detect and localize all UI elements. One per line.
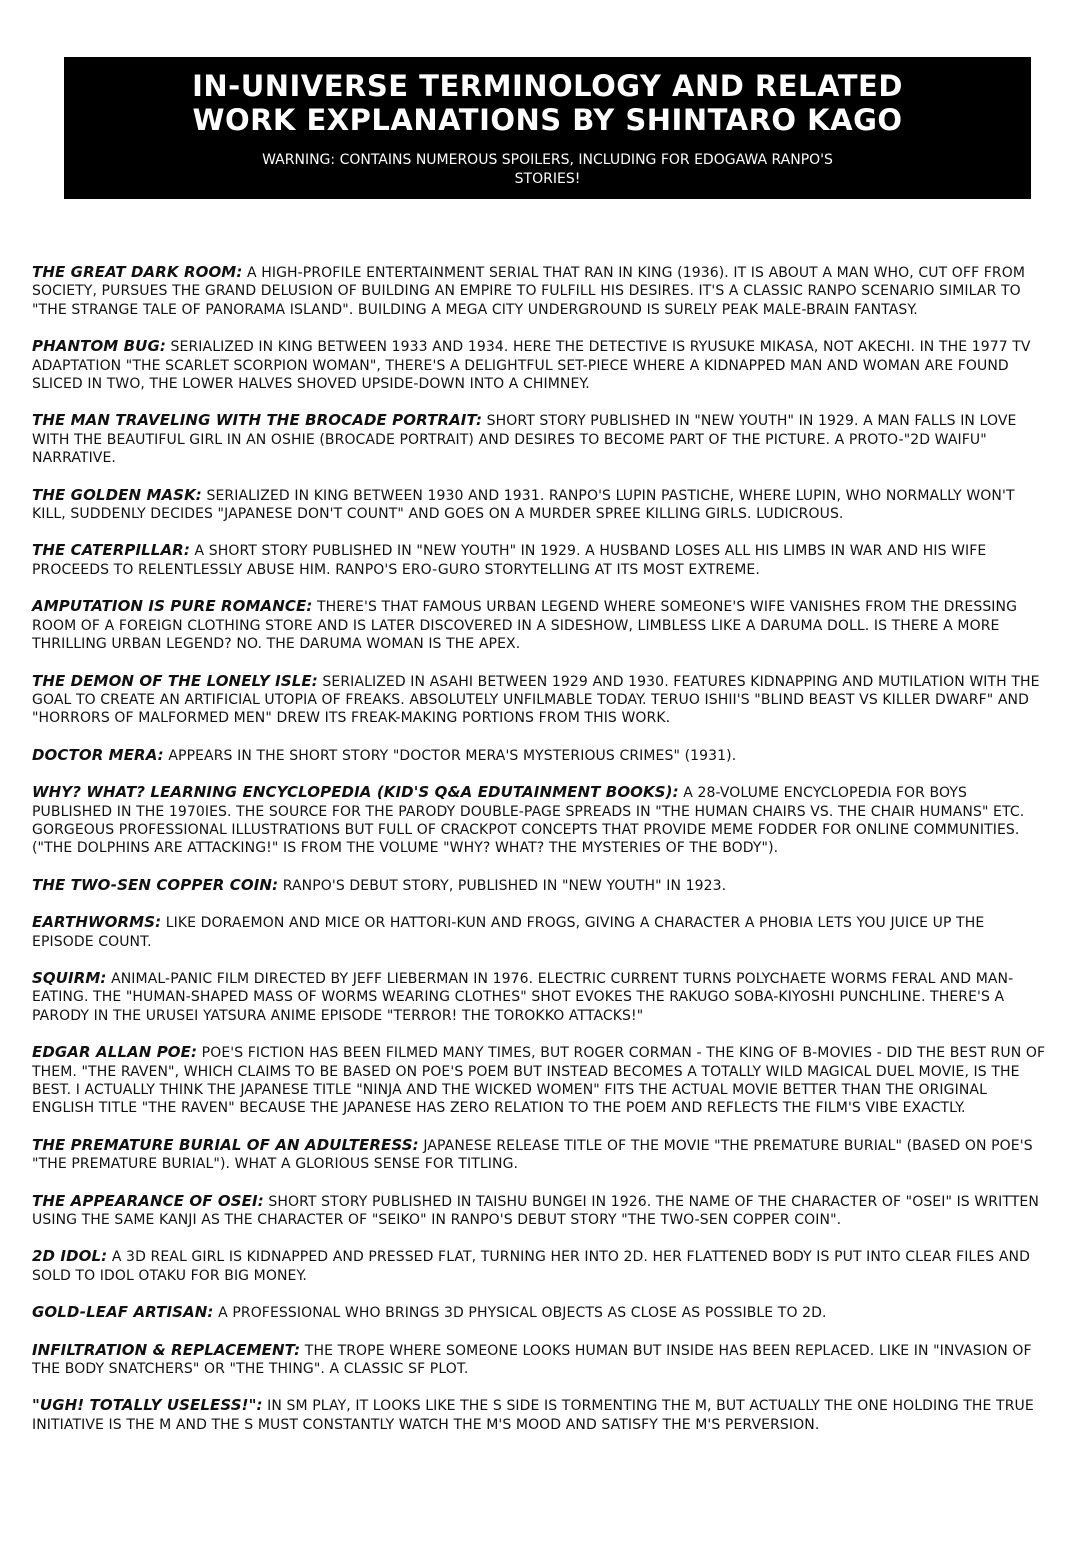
title-line-2: WORK EXPLANATIONS BY SHINTARO KAGO xyxy=(192,103,903,137)
entry-term: "UGH! TOTALLY USELESS!": xyxy=(32,1396,263,1415)
glossary-entry-lonely-isle xyxy=(32,672,1048,728)
entry-description: SERIALIZED IN ASAHI BETWEEN 1929 AND 1930. FEATURES KIDNAPPING AND MUTILATION WITH THE GOAL TO CREATE AN ARTIFICIAL UTOPIA OF FREAKS. ABSOLUTELY UNFILMABLE TODAY. TERUO ISHII'S "BLIND BEAST VS KILLER DWARF" AND "HORRORS OF MALFORMED MEN" DREW ITS FREAK-MAKING PORTIONS FROM THIS WORK. xyxy=(32,673,1040,727)
entry-description: THE TROPE WHERE SOMEONE LOOKS HUMAN BUT INSIDE HAS BEEN REPLACED. LIKE IN "INVASION OF THE BODY SNATCHERS" OR "THE THING". A CLASSIC SF PLOT. xyxy=(32,1342,1032,1378)
glossary-entry-encyclopedia xyxy=(32,783,1048,858)
entry-term: THE PREMATURE BURIAL OF AN ADULTERESS: xyxy=(32,1135,419,1154)
entry-term: PHANTOM BUG: xyxy=(32,337,166,356)
entry-description: A SHORT STORY PUBLISHED IN "NEW YOUTH" IN 1929. A HUSBAND LOSES ALL HIS LIMBS IN WAR AND HIS WIFE PROCEEDS TO RELENTLESSLY ABUSE HIM. RANPO'S ERO-GURO STORYTELLING AT ITS MOST EXTREME. xyxy=(32,543,987,578)
entry-term: GOLD-LEAF ARTISAN: xyxy=(32,1303,214,1322)
entry-term: THE TWO-SEN COPPER COIN: xyxy=(32,875,279,894)
entry-description: A PROFESSIONAL WHO BRINGS 3D PHYSICAL OBJECTS AS CLOSE AS POSSIBLE TO 2D. xyxy=(218,1305,827,1322)
entry-description: IN SM PLAY, IT LOOKS LIKE THE S SIDE IS TORMENTING THE M, BUT ACTUALLY THE ONE HOLDING THE TRUE INITIATIVE IS THE M AND THE S MUST CONSTANTLY WATCH THE M'S MOOD AND SATISFY THE M'S PERVERSION. xyxy=(32,1398,1034,1433)
header-banner xyxy=(64,57,1031,199)
entry-term: AMPUTATION IS PURE ROMANCE: xyxy=(32,597,313,616)
entry-term: 2D IDOL: xyxy=(32,1247,108,1266)
glossary-entry-2d-idol xyxy=(32,1247,1048,1285)
entry-term: INFILTRATION & REPLACEMENT: xyxy=(32,1340,301,1359)
entry-description: LIKE DORAEMON AND MICE OR HATTORI-KUN AND FROGS, GIVING A CHARACTER A PHOBIA LETS YOU JUICE UP THE EPISODE COUNT. xyxy=(32,915,985,950)
glossary-entry-doctor-mera xyxy=(32,746,1048,765)
title-line-1: IN-UNIVERSE TERMINOLOGY AND RELATED xyxy=(192,69,903,103)
entry-term: THE CATERPILLAR: xyxy=(32,541,190,560)
entry-term: THE MAN TRAVELING WITH THE BROCADE PORTRAIT: xyxy=(32,411,483,430)
glossary-entry-caterpillar xyxy=(32,541,1048,579)
entry-description: APPEARS IN THE SHORT STORY "DOCTOR MERA'S MYSTERIOUS CRIMES" (1931). xyxy=(168,747,737,764)
entry-description: A 28-VOLUME ENCYCLOPEDIA FOR BOYS PUBLISHED IN THE 1970IES. THE SOURCE FOR THE PARODY DOUBLE-PAGE SPREADS IN "THE HUMAN CHAIRS VS. THE CHAIR HUMANS" ETC. GORGEOUS PROFESSIONAL ILLUSTRATIONS BUT FULL OF CRACKPOT CONCEPTS THAT PROVIDE MEME FODDER FOR ONLINE COMMUNITIES. ("THE DOLPHINS ARE ATTACKING!" IS FROM THE VOLUME "WHY? WHAT? THE MYSTERIES OF THE BODY"). xyxy=(32,785,1025,857)
glossary-entry-brocade-portrait xyxy=(32,411,1048,467)
entry-description: JAPANESE RELEASE TITLE OF THE MOVIE "THE PREMATURE BURIAL" (BASED ON POE'S "THE PREMATURE BURIAL"). WHAT A GLORIOUS SENSE FOR TITLING. xyxy=(32,1137,1033,1173)
entry-term: THE APPEARANCE OF OSEI: xyxy=(32,1191,264,1210)
entry-term: WHY? WHAT? LEARNING ENCYCLOPEDIA (KID'S Q&A EDUTAINMENT BOOKS): xyxy=(32,783,679,802)
glossary-entry-amputation xyxy=(32,597,1048,653)
entry-term: EARTHWORMS: xyxy=(32,913,162,932)
glossary-list xyxy=(32,263,1048,1452)
entry-description: THERE'S THAT FAMOUS URBAN LEGEND WHERE SOMEONE'S WIFE VANISHES FROM THE DRESSING ROOM OF A FOREIGN CLOTHING STORE AND IS LATER DISCOVERED IN A SIDESHOW, LIMBLESS LIKE A DARUMA DOLL. IS THERE A MORE THRILLING URBAN LEGEND? NO. THE DARUMA WOMAN IS THE APEX. xyxy=(32,599,1018,653)
glossary-entry-copper-coin xyxy=(32,876,1048,895)
glossary-entry-premature-burial xyxy=(32,1136,1048,1174)
glossary-entry-edgar-allan-poe xyxy=(32,1043,1048,1118)
entry-term: THE GREAT DARK ROOM: xyxy=(32,263,243,281)
entry-description: A HIGH-PROFILE ENTERTAINMENT SERIAL THAT RAN IN KING (1936). IT IS ABOUT A MAN WHO, CUT OFF FROM SOCIETY, PURSUES THE GRAND DELUSION OF BUILDING AN EMPIRE TO FULFILL HIS DESIRES. IT'S A CLASSIC RANPO SCENARIO SIMILAR TO "THE STRANGE TALE OF PANORAMA ISLAND". BUILDING A MEGA CITY UNDERGROUND IS SURELY PEAK MALE-BRAIN FANTASY. xyxy=(32,265,1026,318)
entry-term: EDGAR ALLAN POE: xyxy=(32,1043,198,1062)
glossary-entry-earthworms xyxy=(32,913,1048,951)
entry-description: SHORT STORY PUBLISHED IN "NEW YOUTH" IN 1929. A MAN FALLS IN LOVE WITH THE BEAUTIFUL GIRL IN AN OSHIE (BROCADE PORTRAIT) AND DESIRES TO BECOME PART OF THE PICTURE. A PROTO-"2D WAIFU" NARRATIVE. xyxy=(32,413,1017,467)
page-title xyxy=(64,69,1031,137)
entry-description: SERIALIZED IN KING BETWEEN 1930 AND 1931. RANPO'S LUPIN PASTICHE, WHERE LUPIN, WHO NORMALLY WON'T KILL, SUDDENLY DECIDES "JAPANESE DON'T COUNT" AND GOES ON A MURDER SPREE KILLING GIRLS. LUDICROUS. xyxy=(32,487,1015,523)
glossary-entry-great-dark-room xyxy=(32,263,1048,319)
entry-term: THE DEMON OF THE LONELY ISLE: xyxy=(32,671,318,690)
entry-term: THE GOLDEN MASK: xyxy=(32,485,202,504)
glossary-entry-gold-leaf-artisan xyxy=(32,1303,1048,1322)
entry-description: ANIMAL-PANIC FILM DIRECTED BY JEFF LIEBERMAN IN 1976. ELECTRIC CURRENT TURNS POLYCHAETE WORMS FERAL AND MAN-EATING. THE "HUMAN-SHAPED MASS OF WORMS WEARING CLOTHES" SHOT EVOKES THE RAKUGO SOBA-KIYOSHI PUNCHLINE. THERE'S A PARODY IN THE URUSEI YATSURA ANIME EPISODE "TERROR! THE TOROKKO ATTACKS!" xyxy=(32,970,1014,1024)
entry-description: SHORT STORY PUBLISHED IN TAISHU BUNGEI IN 1926. THE NAME OF THE CHARACTER OF "OSEI" IS WRITTEN USING THE SAME KANJI AS THE CHARACTER OF "SEIKO" IN RANPO'S DEBUT STORY "THE TWO-SEN COPPER COIN". xyxy=(32,1193,1039,1229)
entry-term: SQUIRM: xyxy=(32,968,107,987)
glossary-entry-squirm xyxy=(32,969,1048,1025)
spoiler-warning: WARNING: CONTAINS NUMEROUS SPOILERS, INCLUDING FOR EDOGAWA RANPO'S STORIES! xyxy=(262,152,833,187)
entry-description: A 3D REAL GIRL IS KIDNAPPED AND PRESSED FLAT, TURNING HER INTO 2D. HER FLATTENED BODY IS PUT INTO CLEAR FILES AND SOLD TO IDOL OTAKU FOR BIG MONEY. xyxy=(32,1249,1030,1284)
entry-description: RANPO'S DEBUT STORY, PUBLISHED IN "NEW YOUTH" IN 1923. xyxy=(282,877,727,894)
glossary-entry-totally-useless xyxy=(32,1396,1048,1434)
glossary-entry-infiltration xyxy=(32,1341,1048,1379)
entry-term: DOCTOR MERA: xyxy=(32,745,164,764)
glossary-entry-golden-mask xyxy=(32,486,1048,524)
glossary-entry-phantom-bug xyxy=(32,337,1048,393)
glossary-entry-osei xyxy=(32,1192,1048,1230)
entry-description: SERIALIZED IN KING BETWEEN 1933 AND 1934. HERE THE DETECTIVE IS RYUSUKE MIKASA, NOT AKECHI. IN THE 1977 TV ADAPTATION "THE SCARLET SCORPION WOMAN", THERE'S A DELIGHTFUL SET-PIECE WHERE A KIDNAPPED MAN AND WOMAN ARE FOUND SLICED IN TWO, THE LOWER HALVES SHOVED UPSIDE-DOWN INTO A CHIMNEY. xyxy=(32,339,1031,393)
entry-description: POE'S FICTION HAS BEEN FILMED MANY TIMES, BUT ROGER CORMAN - THE KING OF B-MOVIES - DID THE BEST RUN OF THEM. "THE RAVEN", WHICH CLAIMS TO BE BASED ON POE'S POEM BUT INSTEAD BECOMES A TOTALLY WILD MAGICAL DUEL MOVIE, IS THE BEST. I ACTUALLY THINK THE JAPANESE TITLE "NINJA AND THE WICKED WOMEN" FITS THE ACTUAL MOVIE BETTER THAN THE ORIGINAL ENGLISH TITLE "THE RAVEN" BECAUSE THE JAPANESE HAS ZERO RELATION TO THE POEM AND REFLECTS THE FILM'S VIBE EXACTLY. xyxy=(32,1045,1046,1117)
